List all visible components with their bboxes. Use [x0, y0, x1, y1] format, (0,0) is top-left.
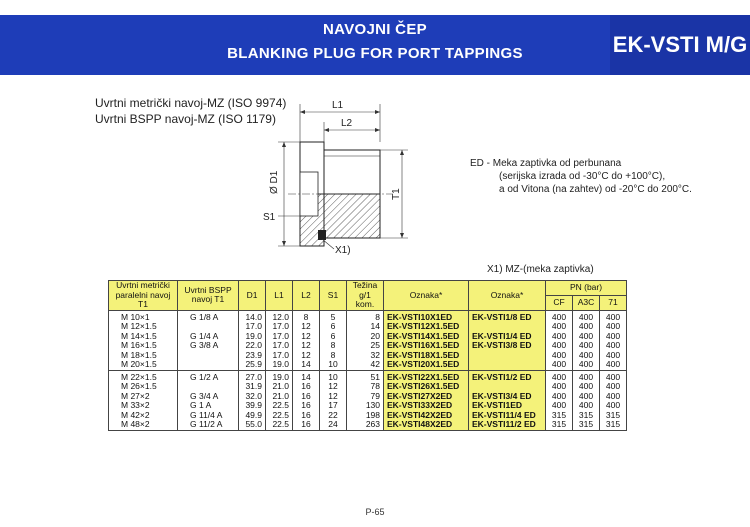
- cell-l2: 16: [293, 392, 320, 402]
- cell-bspp-thread: G 3/8 A: [178, 341, 239, 351]
- cell-code-bspp: EK-VSTI11/2 ED: [469, 420, 546, 430]
- cell-code-metric: EK-VSTI16X1.5ED: [384, 341, 469, 351]
- cell-l1: 17.0: [266, 341, 293, 351]
- cell-l1: 17.0: [266, 322, 293, 332]
- cell-s1: 6: [320, 332, 347, 342]
- header-pn: PN (bar): [546, 281, 627, 296]
- page-number: P-65: [365, 507, 385, 517]
- cell-code-metric: EK-VSTI12X1.5ED: [384, 322, 469, 332]
- cell-bspp-thread: G 1/8 A: [178, 310, 239, 322]
- cell-pn-a3c: 315: [573, 411, 600, 421]
- cell-pn-cf: 400: [546, 401, 573, 411]
- cell-d1: 23.9: [239, 351, 266, 361]
- table-row: [109, 382, 627, 392]
- product-code: EK-VSTI M/G: [610, 15, 750, 75]
- cell-metric-thread: M 48×2: [109, 420, 178, 430]
- cell-l1: 19.0: [266, 360, 293, 370]
- cell-pn-71: 400: [600, 392, 627, 402]
- cell-pn-a3c: 400: [573, 370, 600, 382]
- cell-code-bspp: EK-VSTI1/8 ED: [469, 310, 546, 322]
- cell-l2: 16: [293, 420, 320, 430]
- cell-weight: 130: [347, 401, 384, 411]
- cell-pn-a3c: 400: [573, 310, 600, 322]
- cell-pn-a3c: 400: [573, 382, 600, 392]
- seal-note-line-2: (serijska izrada od -30°C do +100°C),: [499, 171, 666, 182]
- cell-bspp-thread: G 11/2 A: [178, 420, 239, 430]
- cell-d1: 19.0: [239, 332, 266, 342]
- cell-pn-cf: 315: [546, 420, 573, 430]
- cell-pn-71: 400: [600, 351, 627, 361]
- cell-pn-cf: 400: [546, 351, 573, 361]
- cell-s1: 24: [320, 420, 347, 430]
- label-l1: L1: [332, 100, 344, 111]
- cell-pn-cf: 400: [546, 360, 573, 370]
- cell-code-metric: EK-VSTI20X1.5ED: [384, 360, 469, 370]
- cell-code-metric: EK-VSTI27X2ED: [384, 392, 469, 402]
- cell-weight: 8: [347, 310, 384, 322]
- cell-pn-71: 400: [600, 370, 627, 382]
- subtitle-metric: Uvrtni metrički navoj-MZ (ISO 9974): [95, 96, 287, 110]
- cell-weight: 79: [347, 392, 384, 402]
- x1-footnote: X1) MZ-(meka zaptivka): [487, 264, 594, 275]
- seal-note-line-3: a od Vitona (na zahtev) od -20°C do 200°C.: [499, 184, 692, 195]
- cell-pn-cf: 400: [546, 310, 573, 322]
- cell-weight: 25: [347, 341, 384, 351]
- cell-pn-cf: 400: [546, 322, 573, 332]
- cell-code-metric: EK-VSTI48X2ED: [384, 420, 469, 430]
- cell-pn-cf: 400: [546, 392, 573, 402]
- dimensions-table-wrap: [108, 280, 627, 431]
- cell-weight: 20: [347, 332, 384, 342]
- cell-s1: 8: [320, 351, 347, 361]
- cell-pn-71: 315: [600, 411, 627, 421]
- cell-s1: 8: [320, 341, 347, 351]
- cell-d1: 27.0: [239, 370, 266, 382]
- cell-l2: 16: [293, 382, 320, 392]
- cell-pn-a3c: 315: [573, 420, 600, 430]
- title-serbian: NAVOJNI ČEP: [323, 21, 427, 38]
- label-l2: L2: [341, 118, 353, 129]
- cell-l1: 21.0: [266, 382, 293, 392]
- cell-metric-thread: M 14×1.5: [109, 332, 178, 342]
- table-row: [109, 341, 627, 351]
- cell-metric-thread: M 27×2: [109, 392, 178, 402]
- cell-code-bspp: EK-VSTI11/4 ED: [469, 411, 546, 421]
- cell-l1: 21.0: [266, 392, 293, 402]
- cell-metric-thread: M 16×1.5: [109, 341, 178, 351]
- title-english: BLANKING PLUG FOR PORT TAPPINGS: [227, 45, 523, 62]
- cell-l2: 12: [293, 322, 320, 332]
- cell-code-metric: EK-VSTI42X2ED: [384, 411, 469, 421]
- cell-code-metric: EK-VSTI14X1.5ED: [384, 332, 469, 342]
- cell-bspp-thread: G 1/4 A: [178, 332, 239, 342]
- dimensions-table: [108, 280, 627, 431]
- cell-metric-thread: M 42×2: [109, 411, 178, 421]
- cell-weight: 51: [347, 370, 384, 382]
- cell-code-metric: EK-VSTI26X1.5ED: [384, 382, 469, 392]
- header-code-metric: Oznaka*: [384, 281, 469, 311]
- header-banner: [0, 15, 750, 75]
- cell-pn-a3c: 400: [573, 392, 600, 402]
- cell-metric-thread: M 22×1.5: [109, 370, 178, 382]
- cell-metric-thread: M 33×2: [109, 401, 178, 411]
- cell-metric-thread: M 18×1.5: [109, 351, 178, 361]
- cell-s1: 17: [320, 401, 347, 411]
- cell-code-metric: EK-VSTI10X1ED: [384, 310, 469, 322]
- header-a3c: A3C: [573, 295, 600, 310]
- header-l1: L1: [266, 281, 293, 311]
- cell-code-bspp: EK-VSTI3/4 ED: [469, 392, 546, 402]
- cell-bspp-thread: G 1 A: [178, 401, 239, 411]
- cell-l1: 17.0: [266, 332, 293, 342]
- cell-pn-a3c: 400: [573, 351, 600, 361]
- header-weight: Težina g/1 kom.: [347, 281, 384, 311]
- cell-pn-71: 400: [600, 310, 627, 322]
- cell-l1: 17.0: [266, 351, 293, 361]
- cell-l2: 12: [293, 332, 320, 342]
- cell-bspp-thread: G 11/4 A: [178, 411, 239, 421]
- cell-pn-71: 400: [600, 360, 627, 370]
- cell-l2: 12: [293, 341, 320, 351]
- cell-code-metric: EK-VSTI22X1.5ED: [384, 370, 469, 382]
- label-s1: S1: [263, 212, 276, 223]
- cell-weight: 14: [347, 322, 384, 332]
- cell-pn-a3c: 400: [573, 322, 600, 332]
- cell-code-metric: EK-VSTI33X2ED: [384, 401, 469, 411]
- cell-bspp-thread: [178, 351, 239, 361]
- cell-s1: 12: [320, 392, 347, 402]
- cell-pn-cf: 400: [546, 382, 573, 392]
- cell-d1: 25.9: [239, 360, 266, 370]
- cell-d1: 14.0: [239, 310, 266, 322]
- cell-code-bspp: EK-VSTI1ED: [469, 401, 546, 411]
- header-metric: Uvrtni metrički paralelni navoj T1: [109, 281, 178, 311]
- cell-l2: 8: [293, 310, 320, 322]
- cell-code-bspp: EK-VSTI3/8 ED: [469, 341, 546, 351]
- cell-l2: 16: [293, 411, 320, 421]
- cell-s1: 10: [320, 360, 347, 370]
- cell-pn-cf: 400: [546, 332, 573, 342]
- header-l2: L2: [293, 281, 320, 311]
- cell-weight: 198: [347, 411, 384, 421]
- cell-metric-thread: M 20×1.5: [109, 360, 178, 370]
- header-s1: S1: [320, 281, 347, 311]
- cell-pn-a3c: 400: [573, 332, 600, 342]
- cell-code-bspp: [469, 360, 546, 370]
- label-t1: T1: [391, 188, 402, 200]
- cell-code-bspp: [469, 351, 546, 361]
- cell-pn-71: 400: [600, 382, 627, 392]
- cell-d1: 22.0: [239, 341, 266, 351]
- cell-bspp-thread: G 1/2 A: [178, 370, 239, 382]
- label-x1: X1): [335, 245, 351, 256]
- cell-pn-71: 400: [600, 332, 627, 342]
- cell-metric-thread: M 12×1.5: [109, 322, 178, 332]
- cell-bspp-thread: G 3/4 A: [178, 392, 239, 402]
- table-row: [109, 351, 627, 361]
- cell-s1: 6: [320, 322, 347, 332]
- cell-pn-a3c: 400: [573, 360, 600, 370]
- cell-weight: 42: [347, 360, 384, 370]
- cell-weight: 32: [347, 351, 384, 361]
- header-bspp: Uvrtni BSPP navoj T1: [178, 281, 239, 311]
- cell-code-bspp: EK-VSTI1/2 ED: [469, 370, 546, 382]
- cell-bspp-thread: [178, 360, 239, 370]
- plug-technical-drawing: [258, 94, 418, 259]
- label-d1: Ø D1: [269, 170, 280, 194]
- cell-l2: 12: [293, 351, 320, 361]
- cell-d1: 17.0: [239, 322, 266, 332]
- cell-pn-71: 400: [600, 322, 627, 332]
- cell-l1: 22.5: [266, 420, 293, 430]
- cell-l1: 22.5: [266, 401, 293, 411]
- seal-note: [470, 157, 692, 196]
- cell-weight: 263: [347, 420, 384, 430]
- cell-pn-71: 315: [600, 420, 627, 430]
- table-row: [109, 420, 627, 430]
- table-row: [109, 360, 627, 370]
- cell-weight: 78: [347, 382, 384, 392]
- cell-l1: 19.0: [266, 370, 293, 382]
- header-code-bspp: Oznaka*: [469, 281, 546, 311]
- cell-pn-cf: 400: [546, 341, 573, 351]
- cell-d1: 55.0: [239, 420, 266, 430]
- cell-pn-cf: 400: [546, 370, 573, 382]
- cell-s1: 10: [320, 370, 347, 382]
- table-row: [109, 332, 627, 342]
- table-row: [109, 370, 627, 382]
- cell-d1: 31.9: [239, 382, 266, 392]
- table-row: [109, 310, 627, 322]
- cell-pn-71: 400: [600, 401, 627, 411]
- cell-s1: 5: [320, 310, 347, 322]
- cell-s1: 22: [320, 411, 347, 421]
- header-d1: D1: [239, 281, 266, 311]
- cell-pn-cf: 315: [546, 411, 573, 421]
- header-cf: CF: [546, 295, 573, 310]
- cell-metric-thread: M 10×1: [109, 310, 178, 322]
- cell-code-bspp: EK-VSTI1/4 ED: [469, 332, 546, 342]
- seal-note-line-1: ED - Meka zaptivka od perbunana: [470, 158, 622, 169]
- cell-code-metric: EK-VSTI18X1.5ED: [384, 351, 469, 361]
- cell-l2: 14: [293, 370, 320, 382]
- cell-l1: 22.5: [266, 411, 293, 421]
- cell-l1: 12.0: [266, 310, 293, 322]
- subtitle-bspp: Uvrtni BSPP navoj-MZ (ISO 1179): [95, 112, 276, 126]
- header-71: 71: [600, 295, 627, 310]
- cell-d1: 39.9: [239, 401, 266, 411]
- table-row: [109, 322, 627, 332]
- cell-metric-thread: M 26×1.5: [109, 382, 178, 392]
- cell-l2: 16: [293, 401, 320, 411]
- cell-l2: 14: [293, 360, 320, 370]
- cell-d1: 32.0: [239, 392, 266, 402]
- cell-pn-71: 400: [600, 341, 627, 351]
- cell-pn-a3c: 400: [573, 401, 600, 411]
- cell-pn-a3c: 400: [573, 341, 600, 351]
- cell-d1: 49.9: [239, 411, 266, 421]
- cell-s1: 12: [320, 382, 347, 392]
